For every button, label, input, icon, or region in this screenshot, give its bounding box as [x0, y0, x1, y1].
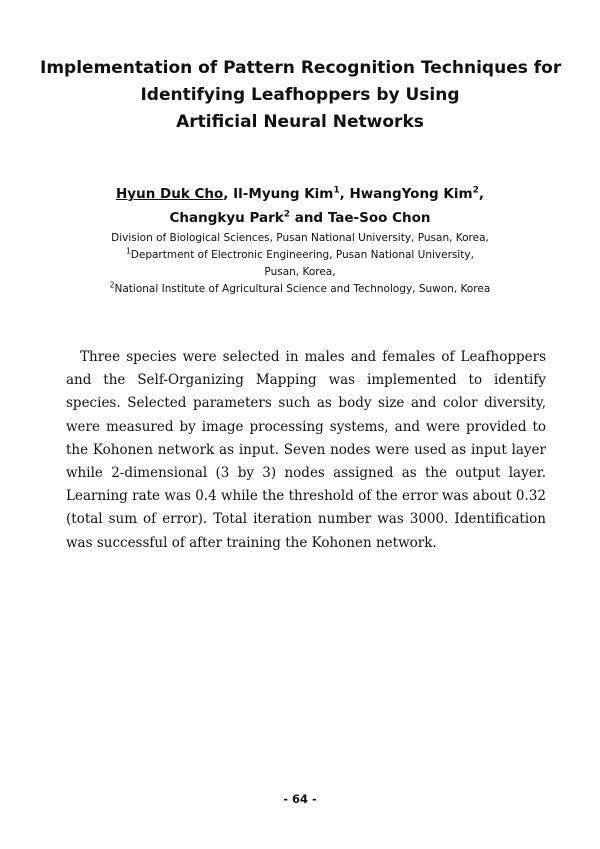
affiliation-4-text: National Institute of Agricultural Science and Technology, Suwon, Korea — [114, 283, 491, 295]
paper-title — [40, 55, 560, 136]
author-3: HwangYong Kim — [349, 186, 473, 202]
author-2: Il-Myung Kim — [233, 186, 334, 202]
title-line-2: Identifying Leafhoppers by Using — [140, 85, 460, 105]
abstract-body: Three species were selected in males and females of Leafhoppers and the Self-Organizing Mapping was implemented to identify species. Selected parameters such as body size and color diversity, were measured by image processing systems, and were provided to the Kohonen network as input. Seven nodes were used as input layer while 2-dimensional (3 by 3) nodes assigned as the output layer. Learning rate was 0.4 while the threshold of the error was about 0.32 (total sum of error). Total iteration number was 3000. Identification was successful of after training the Kohonen network. — [66, 349, 546, 551]
author-conjunction: and — [290, 210, 328, 226]
author-separator: , — [339, 186, 350, 202]
author-3-affiliation-mark: 2 — [472, 185, 479, 196]
affiliation-line-1: Division of Biological Sciences, Pusan National University, Pusan, Korea, — [111, 232, 489, 244]
affiliation-4-mark: 2 — [109, 280, 115, 290]
author-presenting: Hyun Duk Cho — [115, 186, 224, 202]
affiliation-2-mark: 1 — [126, 246, 131, 256]
affiliation-line-3: Pusan, Korea, — [264, 266, 336, 278]
affiliation-line-2 — [40, 247, 560, 264]
author-separator: , — [478, 186, 484, 202]
author-line-2 — [40, 206, 560, 230]
author-4: Changkyu Park — [169, 210, 284, 226]
author-5: Tae-Soo Chon — [327, 210, 431, 226]
page-number: - 64 - — [283, 792, 317, 806]
author-separator: , — [223, 186, 234, 202]
affiliation-list — [40, 230, 560, 298]
author-2-affiliation-mark: 1 — [333, 185, 340, 196]
author-line-1 — [40, 182, 560, 206]
title-line-3: Artificial Neural Networks — [176, 112, 424, 132]
author-4-affiliation-mark: 2 — [283, 209, 291, 220]
title-line-1: Implementation of Pattern Recognition Techniques for — [40, 58, 562, 78]
affiliation-line-4 — [40, 281, 560, 298]
author-list — [40, 182, 560, 230]
affiliation-2-text: Department of Electronic Engineering, Pusan National University, — [130, 249, 474, 261]
